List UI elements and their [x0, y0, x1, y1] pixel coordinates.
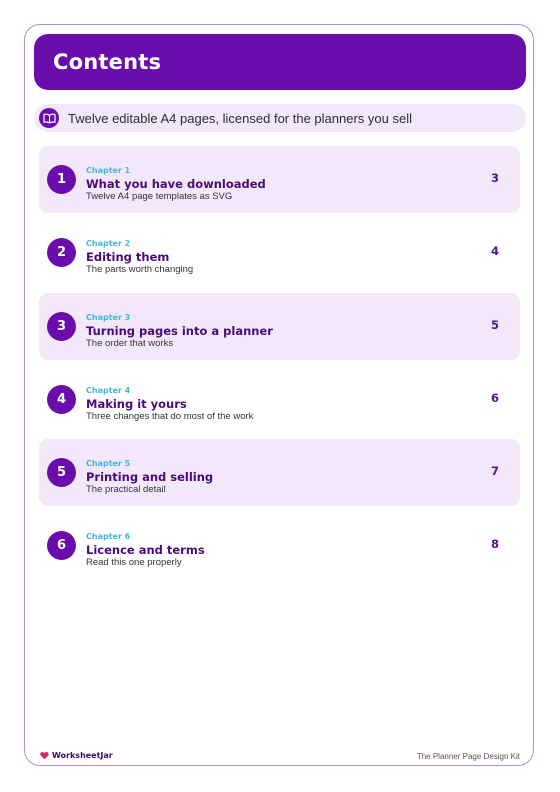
chapter-page-number: 3 [490, 171, 499, 185]
toc-entry-chapter-4[interactable] [39, 366, 520, 433]
chapter-text [86, 239, 193, 276]
chapter-text [86, 386, 253, 423]
intro-text: Twelve editable A4 pages, licensed for the planners you sell [68, 110, 412, 126]
chapter-title: Editing them [86, 250, 170, 265]
chapter-number-badge: 4 [47, 385, 76, 414]
chapter-subtitle: The practical detail [86, 484, 166, 496]
chapter-subtitle: Read this one properly [86, 557, 182, 569]
chapter-number-badge: 3 [47, 312, 76, 341]
chapter-text [86, 532, 205, 569]
footer-brand [40, 751, 113, 760]
chapter-text [86, 313, 273, 350]
chapter-page-number: 7 [490, 464, 499, 479]
chapter-page-number: 5 [490, 317, 499, 332]
chapter-label: Chapter 1 [86, 166, 131, 175]
chapter-subtitle: The parts worth changing [86, 264, 194, 276]
toc-entry-chapter-1[interactable] [39, 146, 520, 213]
chapter-title: What you have downloaded [86, 177, 266, 191]
chapter-subtitle: Twelve A4 page templates as SVG [86, 191, 233, 202]
chapter-subtitle: Three changes that do most of the work [86, 410, 254, 422]
chapter-label: Chapter 6 [86, 532, 131, 542]
chapter-title: Turning pages into a planner [86, 323, 273, 338]
footer-product-name: The Planner Page Design Kit [416, 752, 520, 761]
toc-entry-chapter-6[interactable] [39, 512, 520, 579]
chapter-page-number: 8 [490, 537, 499, 552]
chapter-page-number: 4 [490, 244, 499, 259]
chapter-title: Making it yours [86, 396, 187, 411]
open-book-icon [39, 108, 59, 128]
chapter-subtitle: The order that works [86, 337, 174, 349]
chapter-label: Chapter 5 [86, 459, 131, 469]
intro-banner [34, 104, 526, 132]
chapter-number-badge: 1 [47, 165, 76, 194]
chapter-page-number: 6 [490, 390, 499, 405]
chapter-title: Licence and terms [86, 543, 205, 558]
table-of-contents [39, 146, 520, 586]
brand-name: WorksheetJar [52, 751, 113, 760]
heart-icon [40, 751, 49, 760]
page-title: Contents [53, 50, 162, 74]
toc-entry-chapter-3[interactable] [39, 293, 520, 360]
chapter-label: Chapter 3 [86, 312, 131, 322]
contents-header [34, 34, 526, 90]
chapter-number-badge: 6 [47, 531, 76, 560]
chapter-number-badge: 2 [47, 238, 76, 267]
toc-entry-chapter-5[interactable] [39, 439, 520, 506]
chapter-text [86, 459, 213, 496]
toc-entry-chapter-2[interactable] [39, 219, 520, 286]
chapter-label: Chapter 2 [86, 239, 131, 249]
chapter-number-badge: 5 [47, 458, 76, 487]
chapter-label: Chapter 4 [86, 385, 131, 395]
chapter-text [86, 166, 266, 203]
chapter-title: Printing and selling [86, 470, 214, 485]
